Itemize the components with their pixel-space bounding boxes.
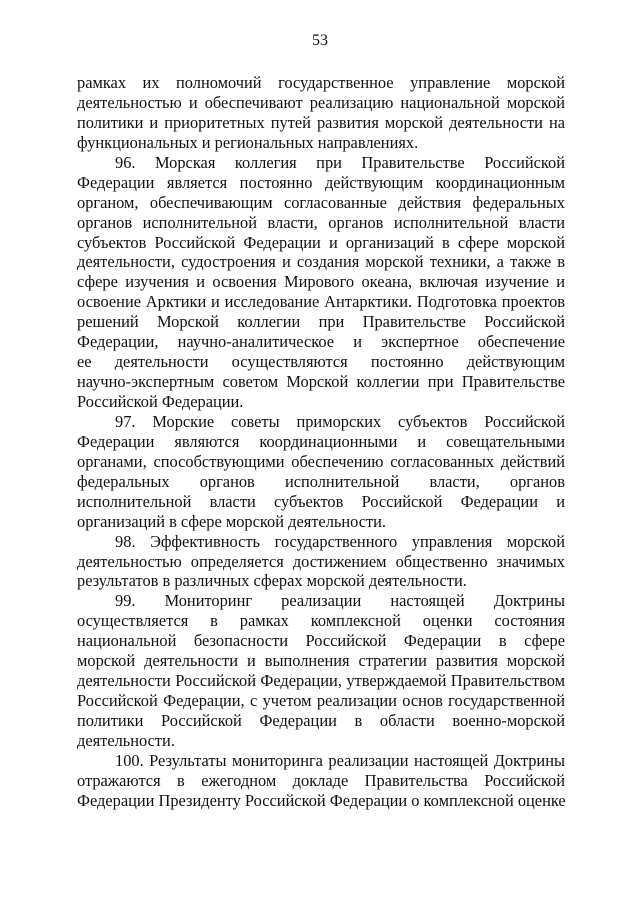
- page-number: 53: [312, 32, 328, 49]
- text-line: деятельности.: [77, 730, 175, 750]
- text-line: федеральных органов исполнительной власти, органов: [77, 471, 565, 491]
- text-line: организаций в сфере морской деятельности.: [77, 511, 387, 531]
- text-line: решений Морской коллегии при Правительстве Российской: [77, 312, 565, 332]
- paragraph: [77, 532, 565, 592]
- text-line: 97. Морские советы приморских субъектов Российской: [115, 411, 565, 431]
- text-line: органом, обеспечивающим согласованные действия федеральных: [77, 192, 565, 212]
- text-line: органов исполнительной власти, органов исполнительной власти: [77, 212, 565, 232]
- text-line: освоение Арктики и исследование Антарктики. Подготовка проектов: [77, 292, 565, 312]
- text-line: деятельности Российской Федерации, утверждаемой Правительством: [77, 671, 565, 691]
- text-line: Федерации, научно-аналитическое и экспертное обеспечение: [77, 332, 565, 352]
- text-line: деятельностью определяется достижением общественно значимых: [77, 551, 565, 571]
- paragraph: [77, 591, 565, 751]
- text-line: деятельностью и обеспечивают реализацию национальной морской: [77, 92, 565, 112]
- text-line: отражаются в ежегодном докладе Правительства Российской: [77, 770, 565, 790]
- text-line: 98. Эффективность государственного управления морской: [115, 531, 565, 551]
- text-line: исполнительной власти субъектов Российской Федерации и: [77, 491, 565, 511]
- document-body: [77, 73, 565, 811]
- paragraph: [77, 73, 565, 153]
- text-line: функциональных и региональных направлениях.: [77, 132, 419, 152]
- text-line: Российской Федерации, с учетом реализации основ государственной: [77, 691, 565, 711]
- text-line: национальной безопасности Российской Федерации в сфере: [77, 631, 565, 651]
- text-line: Федерации Президенту Российской Федерации о комплексной оценке: [77, 790, 566, 810]
- paragraph: [77, 412, 565, 532]
- text-line: сфере изучения и освоения Мирового океана, включая изучение и: [77, 272, 565, 292]
- text-line: деятельности, судостроения и создания морской техники, а также в: [77, 252, 565, 272]
- text-line: результатов в различных сферах морской деятельности.: [77, 571, 467, 591]
- text-line: политики Российской Федерации в области военно-морской: [77, 711, 565, 730]
- text-line: органами, способствующими обеспечению согласованных действий: [77, 451, 565, 471]
- text-line: научно-экспертным советом Морской коллегии при Правительстве: [77, 372, 565, 392]
- paragraph: [77, 751, 565, 811]
- text-line: рамках их полномочий государственное управление морской: [77, 73, 565, 92]
- text-line: субъектов Российской Федерации и организаций в сфере морской: [77, 232, 565, 252]
- text-line: осуществляется в рамках комплексной оценки состояния: [77, 611, 565, 631]
- text-line: ее деятельности осуществляются постоянно действующим: [77, 352, 565, 372]
- text-line: морской деятельности и выполнения стратегии развития морской: [77, 651, 565, 671]
- text-line: 100. Результаты мониторинга реализации настоящей Доктрины: [115, 750, 565, 770]
- text-line: политики и приоритетных путей развития морской деятельности на: [77, 112, 565, 132]
- text-line: Федерации является постоянно действующим координационным: [77, 172, 565, 192]
- paragraph: [77, 153, 565, 412]
- text-line: Российской Федерации.: [77, 392, 244, 411]
- text-line: Федерации являются координационными и совещательными: [77, 431, 565, 451]
- text-line: 99. Мониторинг реализации настоящей Доктрины: [115, 591, 565, 611]
- text-line: 96. Морская коллегия при Правительстве Российской: [115, 152, 565, 172]
